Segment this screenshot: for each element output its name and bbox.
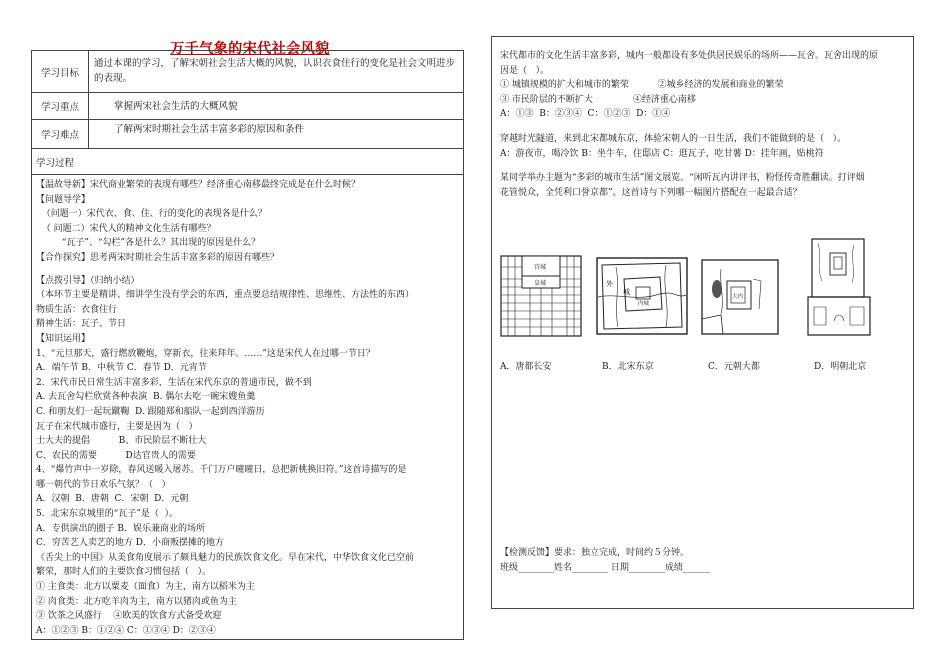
text-line: 【合作探究】思考两宋时期社会生活丰富多彩的原因有哪些？: [36, 252, 280, 263]
text-line: 繁荣，那时人们的主要饮食习惯包括（ ）。: [36, 567, 212, 578]
map-label: 皇城: [534, 280, 547, 287]
map-song-dongjing: [596, 257, 688, 335]
difficulty-row: [32, 120, 463, 149]
text-line: 因是（ ）。: [500, 65, 550, 76]
text-line: A．端午节 B．中秋节 C．春节 D．元宵节: [36, 363, 207, 374]
lesson-plan-table: [31, 50, 464, 640]
map-label: 内城: [638, 301, 650, 307]
text-line: ① 城镇规模的扩大和城市的繁荣 ②城乡经济的发展和商业的繁荣: [500, 80, 784, 91]
text-line: ③ 饮茶之风盛行 ④欧美的饮食方式备受欢迎: [36, 611, 222, 622]
study-process-content: [36, 178, 459, 638]
text-line: 4、“爆竹声中一岁除，春风送暖入屠苏。千门万户曈曈日，总把新桃换旧符。”这首诗描写的是: [36, 465, 407, 476]
student-info-fields: 班级________姓名________ 日期________成绩______: [500, 563, 710, 573]
practice-panel: [491, 36, 914, 609]
text-line: [500, 161, 907, 171]
map-tang-changan: [500, 255, 582, 337]
map-label: 大内: [732, 294, 744, 300]
text-line: 【知识运用】: [36, 333, 91, 344]
text-line: ① 主食类：北方以粟麦（面食）为主，南方以稻米为主: [36, 582, 255, 593]
text-line: C．穷苦艺人卖艺的地方 D．小商贩摆摊的地方: [36, 538, 224, 549]
text-line: 物质生活：衣食住行: [36, 304, 118, 315]
page-title: 万千气象的宋代社会风貌: [170, 41, 330, 57]
key-point-text: 掌握两宋社会生活的大概风貌: [114, 101, 238, 112]
map-label: 城: [623, 288, 630, 296]
text-line: 2．宋代市民日常生活丰富多彩，生活在宋代东京的普通市民，做不到: [36, 377, 312, 388]
process-row: [32, 149, 463, 175]
key-point-label: 学习重点: [32, 93, 89, 119]
map-label: 宫城: [534, 264, 547, 271]
text-line: A：①③ B：②③④ C：①②③ D：①④: [500, 109, 671, 120]
map-caption-c: C．元朝大都: [708, 362, 760, 372]
text-line: “瓦子”、“勾栏”各是什么？其出现的原因是什么？: [36, 238, 261, 249]
process-label: 学习过程: [36, 158, 75, 169]
difficulty-text: 了解两宋时期社会生活丰富多彩的原因和条件: [114, 124, 305, 135]
objective-label: 学习目标: [32, 51, 89, 92]
map-label: 外: [606, 280, 613, 288]
text-line: 穿越时光隧道，来到北宋都城东京，体验宋朝人的一日生活，我们不能做到的是（ ）。: [500, 133, 847, 144]
text-line: 宋代都市的文化生活丰富多彩，城内一般都设有多处供居民娱乐的场所——瓦舍。瓦舍出现的原: [500, 51, 879, 61]
text-line: 【温故导新】宋代商业繁荣的表现有哪些？经济重心南移最终完成是在什么时候？: [36, 180, 361, 190]
practice-questions: [500, 49, 907, 200]
text-line: A：游夜市，喝冷饮 B：坐牛车，住邸店 C：逛瓦子，吃甘薯 D：挂年画，贴桃符: [500, 148, 824, 159]
text-line: A：①②③ B：①②④ C：①③④ D：②③④: [36, 625, 216, 636]
text-line: ② 肉食类：北方吃羊肉为主，南方以猪肉或鱼为主: [36, 596, 237, 607]
text-line: 1、“元旦那天，盛行燃放鞭炮，穿新衣，往来拜年。……”这是宋代人在过哪一节日？: [36, 348, 375, 359]
text-line: A．汉朝 B．唐朝 C．宋朝 D．元朝: [36, 494, 189, 505]
text-line: 【点拨引导】（归纳小结）: [36, 275, 140, 286]
text-line: 瓦子在宋代城市盛行，主要是因为（ ）: [36, 421, 198, 432]
map-yuan-dadu: [701, 259, 779, 335]
text-line: 哪一朝代的节日欢乐气氛？（ ）: [36, 479, 171, 490]
text-line: （ 问题二）宋代人的精神文化生活有哪些？: [36, 223, 216, 234]
text-line: （本环节主要是精讲、细讲学生没有学会的东西，重点要总结规律性、思维性、方法性的东西）: [36, 290, 415, 301]
text-line: 精神生活：瓦子、节日: [36, 319, 127, 330]
key-point-row: [32, 93, 463, 120]
difficulty-label: 学习难点: [32, 120, 89, 148]
check-title: 【检测反馈】要求：独立完成，时间约５分钟。: [500, 548, 690, 558]
text-line: [36, 266, 459, 274]
text-line: 花管悦众，全凭利口誉京都”。这首诗与下列哪一幅图片搭配在一起最合适？: [500, 187, 802, 198]
objective-text: 通过本课的学习，了解宋朝社会生活大概的风貌，认识衣食住行的变化是社会文明进步的表现。: [94, 58, 456, 84]
text-line: 某同学举办主题为“多彩的城市生活”图文展览。“闲听瓦内讲评书，粉怪传奇胜翻读。打评烟: [500, 173, 865, 184]
map-caption-d: D．明朝北京: [814, 362, 867, 372]
check-feedback: [500, 546, 710, 576]
text-line: ③ 市民阶层的不断扩大 ④经济重心南移: [500, 94, 696, 105]
map-ming-beijing: [804, 237, 874, 337]
text-line: A．专供演出的圈子 B．娱乐兼商业的场所: [36, 523, 205, 534]
objective-row: [32, 51, 463, 93]
text-line: 士大夫的提倡 B、市民阶层不断壮大: [36, 436, 207, 447]
text-line: 【问题导学】: [36, 194, 91, 205]
text-line: 5．北宋东京城里的“瓦子”是（ ）。: [36, 509, 179, 520]
text-line: 《舌尖上的中国》从美食角度展示了颇具魅力的民族饮食文化。早在宋代，中华饮食文化已空前: [36, 552, 415, 563]
map-caption-a: A．唐都长安: [500, 362, 552, 372]
text-line: C. 和朋友们一起玩蹴鞠 D. 跟随郑和船队一起到西洋游历: [36, 406, 265, 417]
text-line: C、农民的需要 D达官贵人的需要: [36, 450, 196, 461]
text-line: （问题一）宋代衣、食、住、行的变化的表现各是什么？: [36, 209, 267, 220]
map-caption-b: B．北宋东京: [602, 362, 654, 372]
text-line: [500, 122, 907, 132]
text-line: A. 去瓦舍勾栏欣赏各种表演 B. 偶尔去吃一碗宋嫂鱼羹: [36, 392, 256, 403]
